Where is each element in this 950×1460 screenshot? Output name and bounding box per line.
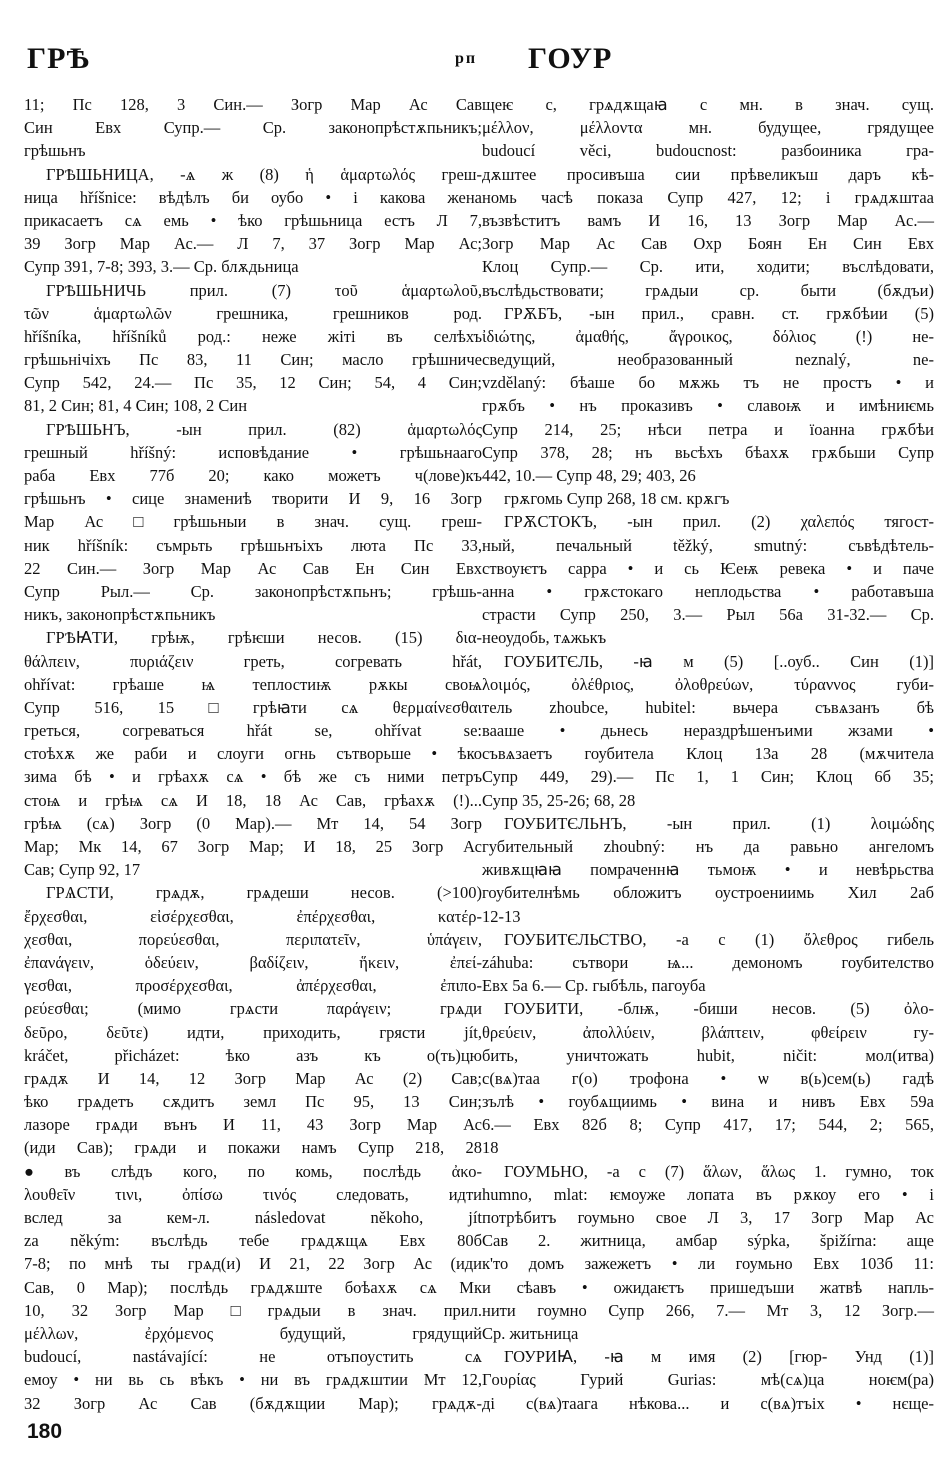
entry-headword-line	[482, 487, 934, 510]
entry-headword-line	[482, 510, 934, 533]
line-text: 81, 2 Син; 81, 4 Син; 108, 2 Син	[24, 396, 248, 416]
text-line	[24, 1229, 482, 1252]
entry-headword-line	[482, 997, 934, 1020]
line-text: λουθεῖν τινι, ὀπίσω τινός следовать, идти	[24, 1184, 482, 1204]
line-text: нити гоумно Супр 266, 7.— Мт 3, 12 Зогр.—	[482, 1300, 934, 1320]
text-line	[482, 626, 934, 649]
line-text: Мар; Мк 14, 67 Зогр Мар; И 18, 25 Зогр Ас	[24, 837, 482, 856]
line-text: емоу • ни вь сь вѣкъ • ни въ грѧдѫштии Мт 12,	[24, 1370, 482, 1390]
text-line	[482, 1136, 934, 1159]
line-text: грѣшьнічіхъ Пс 83, 11 Син; масло грѣшниче	[24, 350, 482, 370]
line-text: грѧдѫ И 14, 12 Зогр Мар Ас (2) Сав;	[24, 1068, 482, 1088]
line-text: ный, печальный těžký, smutný: съвѣдѣтель-	[482, 535, 934, 555]
line-text: 39 Зогр Мар Ас.— Л 7, 37 Зогр Мар Ас;	[24, 234, 482, 254]
entry-headword-line	[24, 626, 482, 649]
text-line	[24, 510, 482, 533]
text-line	[24, 603, 482, 626]
line-text: Сав, 0 Мар); послѣдь грѧдѫште боѣахѫ сѧ Мк	[24, 1277, 482, 1297]
line-text: ГРѪСТОКЪ, -ын прил. (2) χαλεπός тягост-	[504, 512, 934, 532]
line-text: зима бѣ • и грѣахѫ сѧ • бѣ же съ ними петръ	[24, 767, 482, 787]
text-line	[482, 1368, 934, 1391]
text-line	[482, 1183, 934, 1206]
line-text: 22 Син.— Зогр Мар Ас Сав Ен Син Евх	[24, 558, 482, 578]
text-line	[24, 209, 482, 232]
text-line	[482, 116, 934, 139]
line-text: ρεύεσθαι; (мимо грѧсти παράγειν; грѧди	[24, 999, 482, 1019]
line-text: живѫщꙗꙗ помраченнꙗ тьмоѭ • и невѣрьства	[482, 860, 934, 880]
text-line	[482, 905, 934, 928]
line-text: и сѣавъ • ожидаѥтъ пришедъши жатвѣ напль-	[482, 1277, 934, 1297]
text-line	[482, 603, 934, 626]
line-text: 6.— Евх 82б 8; Супр 417, 17; 544, 2; 565,	[482, 1115, 934, 1135]
line-text: Клоц Супр.— Ср. ити, ходити; въслѣдовати,	[482, 257, 934, 277]
line-text: Сав; Супр 92, 17	[24, 860, 141, 880]
line-text: Γουρίας Гурий Gurias: мѣ(сѧ)ца ноѥм(ра)	[482, 1370, 934, 1390]
running-head-right: ГОУР	[528, 42, 613, 75]
text-line	[482, 371, 934, 394]
text-line	[482, 858, 934, 881]
line-text: ГОУРИꙖ, -ꙗ м имя (2) [гюр- Унд (1)]	[504, 1347, 934, 1367]
line-text: Супр 516, 15 □ грѣꙗти сѧ θερμαίνεσθαι	[24, 697, 482, 717]
text-line	[482, 974, 934, 997]
text-line	[482, 696, 934, 719]
entry-headword-line	[482, 650, 934, 673]
text-line	[24, 255, 482, 278]
line-text: ГРѢШЬНИЧЬ прил. (7) τοῦ ἁμαρτωλοῦ,	[46, 280, 482, 300]
text-line	[482, 580, 934, 603]
text-line	[482, 719, 934, 742]
line-text: μέλλων, ἐρχόμενος будущий, грядущий	[24, 1323, 482, 1343]
text-line	[482, 348, 934, 371]
text-line	[482, 186, 934, 209]
text-line	[24, 116, 482, 139]
line-text: ГРѢШЬНИЦА, -ѧ ж (8) ἡ ἁμαρτωλός греш-	[46, 164, 482, 184]
line-text: humno, mlat: ѥмоуже лопата въ рѫкоу его • і	[482, 1184, 934, 1204]
line-text: Ср. житьница	[482, 1323, 579, 1343]
text-line	[482, 881, 934, 904]
line-text: ствоуѥтъ сарра • и сь Ѥеѭ ревека • и паче	[482, 558, 934, 578]
line-text: с(вѧ)таа г(о) трофона • ѡ в(ь)сем(ь) гадѣ	[482, 1068, 934, 1088]
line-text: сведущий, необразованный neznalý, ne-	[482, 350, 934, 370]
line-text: грѣшьнъ	[24, 141, 86, 161]
line-text: 11; Пс 128, 3 Син.— Зогр Мар Ас Сав	[24, 95, 482, 114]
line-text: вслед за кем-л. následovat někoho, jít	[24, 1208, 482, 1227]
line-text: budoucí věci, budoucnost: разбоиника гра-	[482, 141, 934, 161]
line-text: прикасаетъ сѧ емь • ѣко грѣшьница естъ Л 7,	[24, 210, 482, 230]
line-text: гоубителнѣмь обложитъ оустроениимь Хил 2аб	[482, 883, 934, 903]
text-line	[24, 186, 482, 209]
text-line	[482, 1113, 934, 1136]
line-text: губительный zhoubný: нъ да равьно ангеломъ	[482, 837, 934, 856]
line-text: к'то домъ зажежетъ • ли гоумьно Евх 103б 11:	[482, 1254, 934, 1274]
line-text: въслѣдьствовати; грѧдыи ср. быти (бѫдъи)	[482, 280, 934, 300]
running-head-left: ГРѢ	[27, 42, 91, 75]
line-text: ГОУМЬНО, -а с (7) ἅλων, ἅλως 1. гумно, ток	[504, 1161, 934, 1181]
text-line	[24, 835, 482, 858]
line-text: Супр Рыл.— Ср. законопрѣстѫпьнъ; грѣшь-	[24, 581, 482, 601]
text-line	[24, 719, 482, 742]
text-line	[24, 928, 482, 951]
text-line	[24, 1136, 482, 1159]
text-line	[482, 951, 934, 974]
line-text: страсти Супр 250, 3.— Рыл 56а 31-32.— Ср.	[482, 605, 934, 625]
text-line	[24, 232, 482, 255]
text-line	[482, 255, 934, 278]
line-text: za někým: въслѣдь тебе грѧдѫщѧ Евх 80б	[24, 1231, 482, 1251]
line-text: γεσθαι, προσέρχεσθαι, ἀπέρχεσθαι, ἐπιπο-	[24, 976, 482, 996]
line-text: ἔρχεσθαι, εἰσέρχεσθαι, ἐπέρχεσθαι, κατέρ-	[24, 906, 482, 926]
page-number: 180	[27, 1420, 63, 1443]
text-line	[24, 1392, 482, 1415]
line-text: λοιμός, ὀλέθριος, ὀλοθρεύων, τύραννος губи-	[482, 674, 934, 694]
text-line	[24, 765, 482, 788]
line-text: ник hříšník: съмрьть грѣшьнъіхъ люта Пс 33,	[24, 535, 482, 555]
text-line	[24, 1345, 482, 1368]
line-text: вааше • дьнесь нераздрѣшенъими жзами •	[482, 721, 934, 741]
text-line	[482, 394, 934, 417]
line-text: потрѣбитъ гоумьно свое Л 3, 17 Зогр Мар Ас	[482, 1208, 934, 1227]
line-text: ГРѦСТИ, грѧдѫ, грѧдеши несов. (>100)	[46, 883, 482, 903]
text-line	[482, 163, 934, 186]
line-text: ἰδιώτης, ἀμαθής, ἄγροικος, δόλιος (!) не-	[482, 326, 934, 346]
text-line	[482, 209, 934, 232]
text-line	[24, 673, 482, 696]
text-line	[482, 1044, 934, 1067]
entry-headword-line	[24, 163, 482, 186]
line-text: грѫбъ • нъ проказивъ • славоѭ и имѣниѥмь	[482, 396, 934, 416]
line-text: 10, 32 Зогр Мар □ грѧдыи в знач. прил.	[24, 1300, 482, 1320]
line-text: τῶν ἁμαρτωλῶν грешника, грешников род.	[24, 303, 482, 323]
text-line	[24, 789, 482, 812]
line-text: Супр 542, 24.— Пс 35, 12 Син; 54, 4 Син;	[24, 373, 482, 393]
entry-headword-line	[24, 418, 482, 441]
text-line	[482, 1206, 934, 1229]
text-line	[482, 1090, 934, 1113]
line-text: μέλλον, μέλλοντα мн. будущее, грядущее	[482, 118, 934, 138]
text-line	[24, 371, 482, 394]
text-line	[24, 325, 482, 348]
text-line	[24, 974, 482, 997]
line-text: Супр 449, 29).— Пс 1, 1 Син; Клоц 6б 35;	[482, 767, 934, 787]
line-text: грѣшьнъ • сице знамениѣ творити И 9, 16 Зогр	[24, 489, 482, 509]
line-text: Мар Ас □ грѣшьныи в знач. сущ. греш-	[24, 512, 482, 532]
text-line	[482, 418, 934, 441]
line-text: Супр 391, 7-8; 393, 3.— Ср. блѫдьница	[24, 257, 299, 277]
line-text: номь часѣ показа Супр 427, 12; і грѧдѫштаа	[482, 187, 934, 207]
line-text: (иди Сав); грѧди и покажи намъ Супр 218, 28	[24, 1138, 482, 1158]
text-line	[482, 232, 934, 255]
line-text: 12-13	[482, 906, 521, 926]
line-text: Супр 214, 25; нѣси петра и їоанна грѫбѣи	[482, 419, 934, 439]
line-text: неоудобь, тѧжькъ	[482, 628, 607, 648]
text-line	[24, 1252, 482, 1275]
text-line	[482, 835, 934, 858]
line-text: раба Евх 77б 20; како можетъ ч(лове)къ	[24, 466, 482, 485]
text-line	[24, 1067, 482, 1090]
text-line	[482, 534, 934, 557]
text-line	[482, 673, 934, 696]
line-text: зълѣ • гоубѧщиимь • вина и нивъ Евх 59а	[482, 1092, 934, 1112]
text-line	[482, 1392, 934, 1415]
text-line	[482, 1252, 934, 1275]
line-text: стоѣхѫ же раби и слоуги огнь сътворьше • ѣко	[24, 744, 482, 764]
line-text: грѫгомь Супр 268, 18 см. крѫгъ	[504, 489, 730, 509]
line-text: záhuba: сътвори ѩ... демономъ гоубителство	[482, 952, 934, 972]
line-text: vzdělaný: бѣаше бо мѫжь тъ не простъ • и	[482, 373, 934, 393]
text-line	[24, 1206, 482, 1229]
text-line	[24, 1021, 482, 1044]
text-line	[482, 1229, 934, 1252]
line-text: Евх 5а 6.— Ср. гыбѣль, пагоуба	[482, 976, 706, 996]
line-text: стоѩ и грѣѩ сѧ И 18, 18 Ас Сав, грѣахѫ (!)...	[24, 790, 482, 810]
text-line	[24, 464, 482, 487]
line-text: ѣко грѧдетъ сѫдитъ земл Пс 95, 13 Син;	[24, 1092, 482, 1112]
line-text: 442, 10.— Супр 48, 29; 403, 26	[482, 466, 696, 485]
text-line	[482, 1021, 934, 1044]
line-text: ГОУБИТЄЛЬ, -ꙗ м (5) [..оуб.. Син (1)]	[504, 651, 934, 671]
line-text: ohřívat: грѣаше ѩ теплостиѭ рѫкы своѩ	[24, 674, 482, 694]
line-text: Супр 35, 25-26; 68, 28	[482, 790, 636, 810]
line-text: ● въ слѣдъ кого, по комь, послѣдь ἀκο-	[24, 1161, 482, 1181]
text-line	[24, 93, 482, 116]
text-line	[24, 1276, 482, 1299]
text-line	[24, 394, 482, 417]
line-text: ГРѢꙖТИ, грѣѭ, грѣѥши несов. (15) δια-	[46, 628, 482, 648]
line-text: грѣѩ (сѧ) Зогр (0 Мар).— Мт 14, 54 Зогр	[24, 813, 482, 833]
line-text: θρεύειν, ἀπολλύειν, βλάπτειν, φθείρειν гу-	[482, 1022, 934, 1042]
line-text: Сав 2. житница, амбар sýpka, špižírna: аще	[482, 1231, 934, 1251]
line-text: kráčet, přicházet: ѣко азъ къ о(ть)цю	[24, 1045, 482, 1065]
text-line	[482, 789, 934, 812]
text-line	[24, 951, 482, 974]
line-text: 32 Зогр Ас Сав (бѫдѫщии Мар); грѧдѫ-	[24, 1393, 482, 1413]
text-line	[482, 765, 934, 788]
text-line	[24, 348, 482, 371]
text-line	[24, 858, 482, 881]
text-line	[24, 1322, 482, 1345]
line-text: ГОУБИТИ, -блѭ, -биши несов. (5) ὀλο-	[504, 999, 934, 1019]
text-line	[24, 650, 482, 673]
text-line	[482, 441, 934, 464]
text-line	[24, 905, 482, 928]
text-line	[24, 997, 482, 1020]
line-text: възвѣститъ вамъ И 16, 13 Зогр Мар Ас.—	[482, 210, 934, 230]
text-line	[24, 441, 482, 464]
line-text: щеѥ с, грѧдѫщаꙗ с мн. в знач. сущ.	[482, 95, 934, 114]
line-text: лазоре грѧди вънъ И 11, 43 Зогр Мар Ас	[24, 1115, 482, 1135]
right-column	[482, 93, 934, 1415]
entry-headword-line	[482, 1160, 934, 1183]
line-text: съвѧзаетъ гоубитела Клоц 13а 28 (мѫчитела	[482, 744, 934, 764]
line-text: бить, уничтожать hubit, ničit: мол(итва)	[482, 1045, 934, 1065]
text-line	[24, 1044, 482, 1067]
entry-headword-line	[24, 279, 482, 302]
text-line	[24, 534, 482, 557]
line-text: θάλπειν, πυριάζειν греть, согревать hřát,	[24, 651, 482, 671]
line-text: 7-8; по мнѣ ты грѧд(и) И 21, 22 Зогр Ас (иди	[24, 1254, 482, 1274]
text-line	[482, 464, 934, 487]
line-text: Супр 378, 28; нъ вьсѣхъ бѣахѫ грѫбьши Супр	[482, 442, 934, 462]
line-text: ἐπανάγειν, ὁδεύειν, βαδίζειν, ἥκειν, ἐπεί-	[24, 952, 482, 972]
left-column	[24, 93, 482, 1415]
text-line	[24, 1090, 482, 1113]
text-line	[482, 742, 934, 765]
entry-headword-line	[482, 928, 934, 951]
text-line	[24, 557, 482, 580]
text-line	[24, 742, 482, 765]
line-text: Зогр Мар Ас Сав Охр Боян Ен Син Евх	[482, 234, 934, 254]
line-text: ГРѪБЪ, -ын прил., сравн. ст. грѫбѣии (5)	[504, 303, 934, 323]
text-line	[482, 1067, 934, 1090]
text-line	[482, 1299, 934, 1322]
line-text: тель zhoubce, hubitel: вьчера съвѧзанъ бѣ	[482, 697, 934, 717]
line-text: никъ, законопрѣстѫпьникъ	[24, 605, 216, 625]
line-text: ГОУБИТЄЛЬНЪ, -ын прил. (1) λοιμώδης	[504, 813, 934, 833]
text-line	[24, 812, 482, 835]
line-text: грешный hříšný: исповѣдание • грѣшьнааго	[24, 442, 482, 462]
line-text: анна • грѫстокаго неплодьства • работавъша	[482, 581, 934, 601]
text-line	[482, 93, 934, 116]
entry-headword-line	[482, 812, 934, 835]
text-line	[482, 557, 934, 580]
line-text: ГОУБИТЄЛЬСТВО, -а с (1) ὄλεθρος гибель	[504, 929, 934, 949]
line-text: дѫштее просивъша сии прѣвеликъш даръ кѣ-	[482, 164, 934, 184]
text-line	[24, 139, 482, 162]
line-text: 18	[482, 1138, 499, 1158]
line-text: budoucí, nastávající: не отъпоустить сѧ	[24, 1347, 482, 1367]
text-line	[24, 696, 482, 719]
text-line	[482, 139, 934, 162]
text-line	[482, 1276, 934, 1299]
text-line	[24, 487, 482, 510]
line-text: δεῦρο, δεῦτε) идти, приходить, грясти jít,	[24, 1022, 482, 1042]
text-line	[24, 1113, 482, 1136]
line-text: ді с(вѧ)таага нѣкова... и с(вѧ)тъіх • нєще-	[482, 1393, 934, 1413]
line-text: греться, согреваться hřát se, ohřívat se:	[24, 721, 482, 741]
text-line	[24, 1368, 482, 1391]
text-line	[24, 1160, 482, 1183]
line-text: ница hříšnice: вѣдѣлъ би оубо • і какова жена	[24, 187, 482, 207]
text-line	[482, 325, 934, 348]
line-text: hříšníka, hříšníků род.: неже жіті въ селѣхъ	[24, 326, 482, 346]
page-numeral-ornament: рп	[455, 50, 478, 67]
text-line	[482, 279, 934, 302]
text-line	[24, 302, 482, 325]
text-line	[482, 1322, 934, 1345]
line-text: Син Евх Супр.— Ср. законопрѣстѫпьникъ;	[24, 118, 482, 138]
text-line	[24, 580, 482, 603]
entry-headword-line	[482, 1345, 934, 1368]
text-line	[24, 1183, 482, 1206]
entry-headword-line	[24, 881, 482, 904]
line-text: χεσθαι, πορεύεσθαι, περιπατεῖν, ὑπάγειν,	[24, 929, 482, 949]
line-text: ГРѢШЬНЪ, -ын прил. (82) ἁμαρτωλός	[46, 419, 482, 439]
text-line	[24, 1299, 482, 1322]
entry-headword-line	[482, 302, 934, 325]
